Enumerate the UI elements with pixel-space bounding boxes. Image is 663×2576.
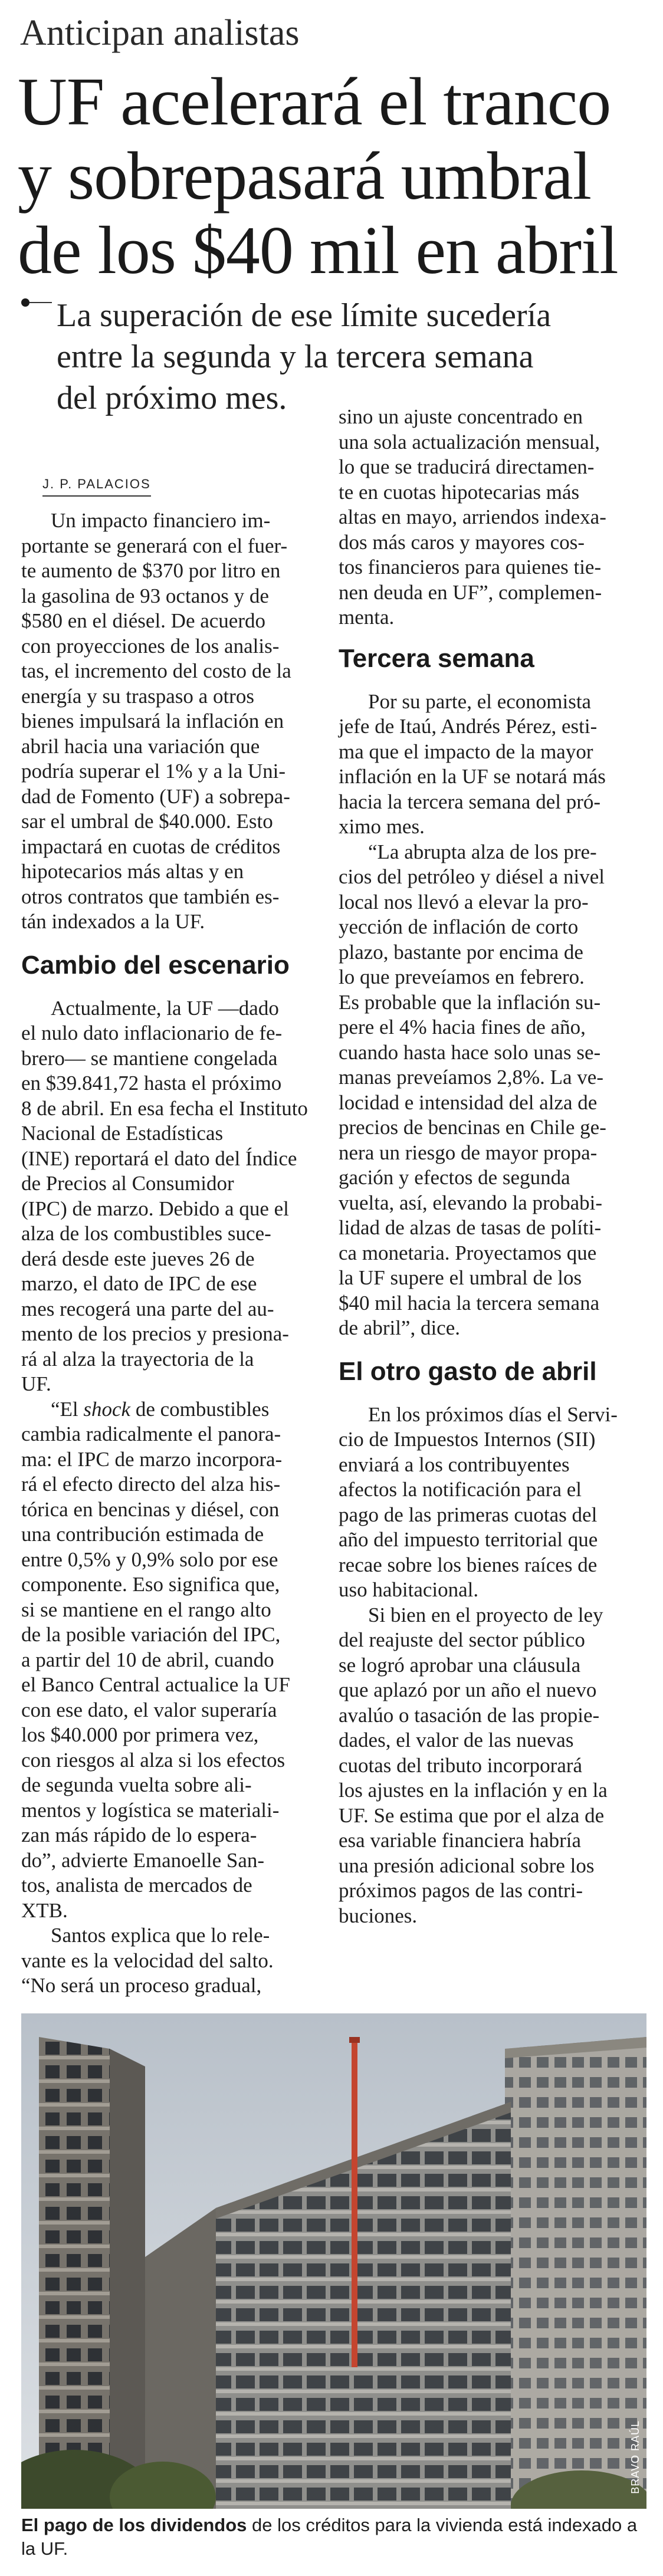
paragraph — [339, 840, 648, 1341]
text-line: marzo, el dato de IPC de ese — [21, 1272, 257, 1295]
text-line: con proyecciones de los analis- — [21, 634, 280, 658]
text-line: vuelta, así, elevando la probabi- — [339, 1191, 603, 1214]
text-line: te aumento de $370 por litro en — [21, 559, 281, 582]
text-line: sar el umbral de $40.000. Esto — [21, 810, 273, 833]
text-line: nera un riesgo de mayor propa- — [339, 1141, 598, 1164]
text-line: hipotecarios más altas y en — [21, 860, 244, 883]
photo-caption — [21, 2513, 646, 2561]
text-line: dades, el valor de las nuevas — [339, 1729, 574, 1752]
kicker: Anticipan analistas — [20, 13, 300, 53]
text-line: la gasolina de 93 octanos y de — [21, 584, 269, 607]
text-line: Santos explica que lo rele- — [51, 1924, 270, 1947]
text-line: manas preveíamos 2,8%. La ve- — [339, 1066, 604, 1089]
text-line: recae sobre los bienes raíces de — [339, 1553, 598, 1576]
text-line: menta. — [339, 606, 395, 629]
text-line: $40 mil hacia la tercera semana — [339, 1291, 600, 1315]
text-line: entre 0,5% y 0,9% solo por ese — [21, 1547, 278, 1571]
text-line: próximos pagos de las contri- — [339, 1879, 583, 1902]
text-line: XTB. — [21, 1898, 68, 1922]
text-line: la UF supere el umbral de los — [339, 1266, 582, 1289]
text-line: una presión adicional sobre los — [339, 1854, 595, 1877]
text-line: local nos llevó a elevar la pro- — [339, 890, 589, 914]
text-line: alza de los combustibles suce- — [21, 1222, 271, 1245]
text-line: bienes impulsará la inflación en — [21, 709, 284, 732]
paragraph — [339, 689, 648, 840]
deck-line: del próximo mes. — [57, 380, 287, 416]
text-line: brero— se mantiene congelada — [21, 1046, 278, 1070]
text-line: gación y efectos de segunda — [339, 1166, 570, 1189]
headline-line: de los $40 mil en abril — [18, 213, 618, 288]
text-line: del reajuste del sector público — [339, 1628, 585, 1651]
text-line: energía y su traspaso a otros — [21, 684, 254, 708]
paragraph — [339, 1603, 648, 1929]
caption-bold: El pago de los dividendos — [21, 2515, 247, 2535]
text-line: altas en mayo, arriendos indexa- — [339, 505, 606, 528]
text-line: mes recogerá una parte del au- — [21, 1297, 274, 1320]
text-line: zan más rápido de lo espera- — [21, 1823, 257, 1846]
text-line: cuando hasta hace solo unas se- — [339, 1040, 601, 1064]
text-line: $580 en el diésel. De acuerdo — [21, 609, 266, 632]
text-line: podría superar el 1% y a la Uni- — [21, 760, 286, 783]
text-line: lidad de alzas de tasas de políti- — [339, 1216, 602, 1239]
text-line: UF. — [21, 1372, 51, 1395]
text-line: que aplazó por un año el nuevo — [339, 1678, 597, 1701]
deck-line: entre la segunda y la tercera semana — [57, 339, 534, 375]
text-line: ma: el IPC de marzo incorpora- — [21, 1447, 283, 1471]
text-line: pago de las primeras cuotas del — [339, 1503, 598, 1526]
text-line: enviará a los contribuyentes — [339, 1453, 570, 1476]
text-line: los ajustes en la inflación y en la — [339, 1779, 608, 1802]
text-line: dos más caros y mayores cos- — [339, 530, 585, 554]
text-line: tas, el incremento del costo de la — [21, 659, 291, 682]
text-line: portante se generará con el fuer- — [21, 534, 288, 557]
text-line: UF. Se estima que por el alza de — [339, 1803, 605, 1827]
text-line: lo que se traducirá directamen- — [339, 455, 595, 478]
text-line: cio de Impuestos Internos (SII) — [339, 1428, 596, 1451]
byline: J. P. PALACIOS — [42, 477, 151, 497]
deck-bullet-icon — [21, 298, 29, 307]
text-line: precios de bencinas en Chile ge- — [339, 1116, 606, 1139]
text-line: pere el 4% hacia fines de año, — [339, 1016, 586, 1039]
text-line: esa variable financiera habría — [339, 1829, 581, 1852]
text-line: con riesgos al alza si los efectos — [21, 1748, 285, 1772]
text-line: de segunda vuelta sobre ali- — [21, 1773, 252, 1796]
text-line: se logró aprobar una cláusula — [339, 1653, 581, 1677]
text-line: impactará en cuotas de créditos — [21, 834, 281, 858]
text-line: tos financieros para quienes tie- — [339, 556, 602, 579]
text-line: de abril”, dice. — [339, 1316, 461, 1339]
text-line: rá al alza la trayectoria de la — [21, 1347, 254, 1371]
text-line: nen deuda en UF”, complemen- — [339, 580, 602, 604]
photo-apartment-buildings — [21, 2013, 646, 2509]
paragraph — [339, 1402, 648, 1603]
text-line: Un impacto financiero im- — [51, 509, 271, 532]
text-line: cuotas del tributo incorporará — [339, 1753, 583, 1777]
text-line: otros contratos que también es- — [21, 885, 280, 908]
text-line: En los próximos días el Servi- — [368, 1402, 618, 1426]
paragraph — [21, 1397, 323, 1924]
text-line: ca monetaria. Proyectamos que — [339, 1241, 597, 1264]
text-line: abril hacia una variación que — [21, 734, 260, 758]
text-line: tórica en bencinas y diésel, con — [21, 1497, 280, 1521]
text-line: de la posible variación del IPC, — [21, 1623, 281, 1646]
text-line: en $39.841,72 hasta el próximo — [21, 1072, 282, 1095]
text-line: componente. Eso significa que, — [21, 1573, 280, 1596]
text-line: lo que preveíamos en febrero. — [339, 965, 585, 988]
text-line: Es probable que la inflación su- — [339, 990, 601, 1014]
text-line: “El shock de combustibles — [51, 1397, 270, 1421]
headline — [18, 65, 655, 288]
text-line: de Precios al Consumidor — [21, 1172, 234, 1195]
text-line: rá el efecto directo del alza his- — [21, 1473, 281, 1496]
text-line: te en cuotas hipotecarias más — [339, 480, 580, 504]
text-line: “La abrupta alza de los pre- — [368, 840, 597, 863]
deck-line: La superación de ese límite sucedería — [57, 297, 552, 334]
text-line: inflación en la UF se notará más — [339, 765, 606, 788]
text-line: mentos y logística se materiali- — [21, 1798, 280, 1822]
subhead-tercera-semana: Tercera semana — [339, 643, 534, 673]
text-line: do”, advierte Emanoelle San- — [21, 1848, 265, 1872]
photo-credit: BRAVO RAÚL — [629, 2420, 641, 2494]
text-line: plazo, bastante por encima de — [339, 940, 583, 964]
text-line: (INE) reportará el dato del Índice — [21, 1146, 297, 1170]
text-line: cambia radicalmente el panora- — [21, 1422, 281, 1445]
text-line: ximo mes. — [339, 815, 425, 838]
caption-line: El pago de los dividendos de los créditos para la vivienda está indexado a — [21, 2515, 638, 2535]
text-line: afectos la notificación para el — [339, 1478, 582, 1501]
text-line: yección de inflación de corto — [339, 915, 579, 938]
text-line: si se mantiene en el rango alto — [21, 1598, 271, 1621]
text-line: Actualmente, la UF —dado — [51, 996, 279, 1020]
text-line: sino un ajuste concentrado en — [339, 405, 583, 428]
text-line: Nacional de Estadísticas — [21, 1122, 224, 1145]
text-line: tán indexados a la UF. — [21, 910, 205, 933]
text-line: vante es la velocidad del salto. — [21, 1949, 274, 1972]
text-line: dad de Fomento (UF) a sobrepa- — [21, 784, 290, 808]
text-line: jefe de Itaú, Andrés Pérez, esti- — [339, 715, 598, 738]
text-line: tos, analista de mercados de — [21, 1874, 252, 1897]
caption-line: la UF. — [21, 2538, 68, 2559]
text-line: buciones. — [339, 1904, 418, 1927]
subhead-el-otro-gasto-de-abril: El otro gasto de abril — [339, 1356, 597, 1386]
deck — [57, 295, 646, 419]
text-line: uso habitacional. — [339, 1578, 479, 1601]
text-line: hacia la tercera semana del pró- — [339, 790, 601, 813]
text-line: ma que el impacto de la mayor — [339, 740, 593, 763]
paragraph — [21, 996, 323, 1397]
text-line: los $40.000 por primera vez, — [21, 1723, 259, 1746]
paragraph — [21, 1923, 323, 1999]
subhead-cambio-del-escenario: Cambio del escenario — [21, 950, 290, 980]
headline-line: UF acelerará el tranco — [18, 64, 611, 140]
text-line: cios del petróleo y diésel a nivel — [339, 865, 605, 888]
text-line: una contribución estimada de — [21, 1523, 264, 1546]
text-line: locidad e intensidad del alza de — [339, 1090, 598, 1114]
text-line: el Banco Central actualice la UF — [21, 1673, 290, 1696]
text-line: con ese dato, el valor superaría — [21, 1698, 277, 1721]
paragraph — [21, 508, 323, 935]
left-column — [21, 508, 323, 1999]
text-line: derá desde este jueves 26 de — [21, 1247, 255, 1270]
text-line: Si bien en el proyecto de ley — [368, 1603, 603, 1627]
text-line: (IPC) de marzo. Debido a que el — [21, 1197, 289, 1220]
text-line: mento de los precios y presiona- — [21, 1322, 289, 1345]
paragraph — [339, 405, 648, 630]
text-line: el nulo dato inflacionario de fe- — [21, 1021, 283, 1044]
text-line: “No será un proceso gradual, — [21, 1974, 262, 1997]
deck-rule — [29, 302, 52, 303]
buildings-illustration — [21, 2013, 646, 2509]
headline-line: y sobrepasará umbral — [18, 139, 592, 214]
text-line: una sola actualización mensual, — [339, 430, 600, 454]
text-line: Por su parte, el economista — [368, 689, 592, 713]
text-line: a partir del 10 de abril, cuando — [21, 1648, 274, 1671]
text-line: 8 de abril. En esa fecha el Instituto — [21, 1096, 308, 1120]
text-line: año del impuesto territorial que — [339, 1528, 598, 1551]
text-line: avalúo o tasación de las propie- — [339, 1703, 600, 1727]
right-column — [339, 405, 648, 1928]
